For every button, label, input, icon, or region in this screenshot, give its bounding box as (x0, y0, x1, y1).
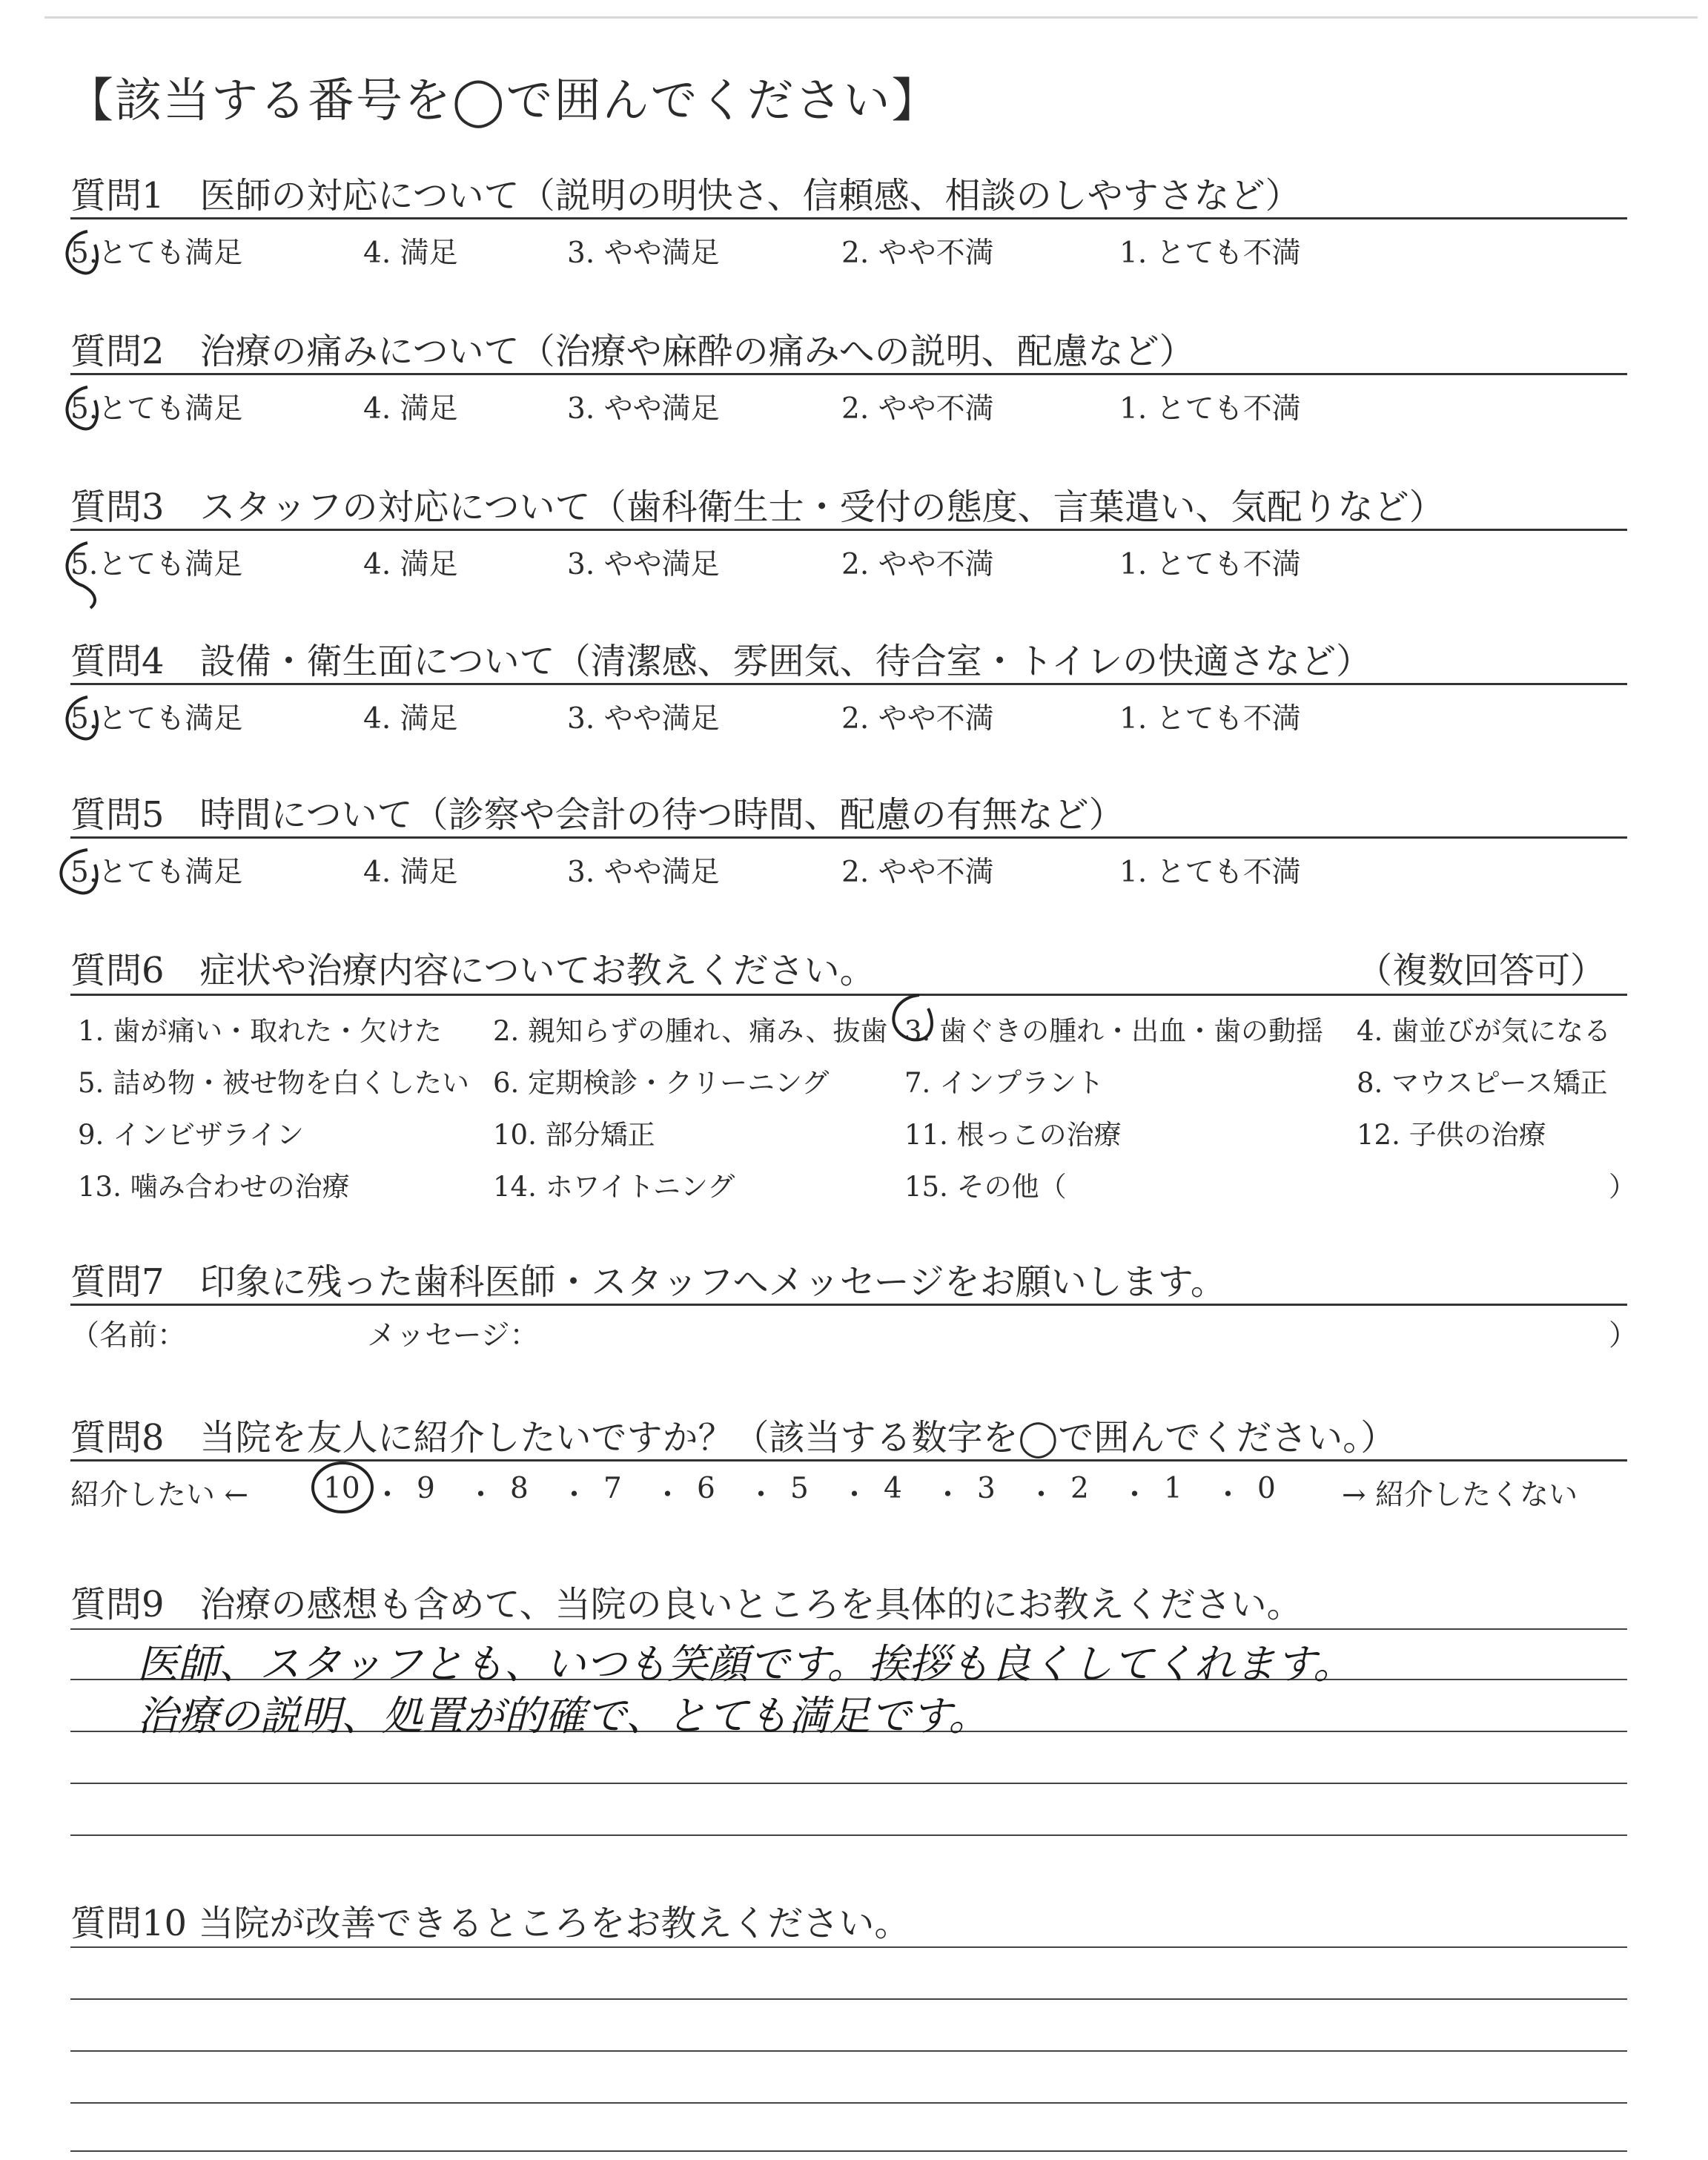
q1-selection-circle (67, 231, 97, 273)
question-9-label: 質問9 治療の感想も含めて、当院の良いところを具体的にお教えください。 (70, 1584, 1302, 1625)
q8-scale-separator: ・ (466, 1479, 496, 1512)
q4-option-4[interactable]: 4. 満足 (363, 702, 458, 736)
question-1-label: 質問1 医師の対応について（説明の明快さ、信頼感、相談のしやすさなど） (70, 175, 1301, 217)
q3-option-1[interactable]: 1. とても不満 (1119, 548, 1301, 581)
q7-message-label: メッセージ： (367, 1319, 539, 1353)
q6-item-15-close: ） (1609, 1171, 1636, 1203)
q6-item-15[interactable]: 15. その他（ (904, 1171, 1067, 1203)
q6-item-11[interactable]: 11. 根っこの治療 (904, 1119, 1122, 1151)
question-10-label: 質問10 当院が改善できるところをお教えください。 (70, 1903, 910, 1944)
q6-item-9[interactable]: 9. インビザライン (78, 1119, 304, 1151)
q5-selection-circle (61, 850, 96, 893)
q3-option-3[interactable]: 3. やや満足 (567, 548, 720, 581)
q8-scale-separator: ・ (933, 1479, 963, 1512)
q1-option-3[interactable]: 3. やや満足 (567, 237, 720, 270)
q3-option-4[interactable]: 4. 満足 (363, 548, 458, 581)
q8-scale-7[interactable]: 7 (603, 1472, 622, 1505)
q2-option-3[interactable]: 3. やや満足 (567, 392, 720, 426)
q8-scale-separator: ・ (840, 1479, 870, 1512)
q2-option-5[interactable]: 5.とても満足 (70, 392, 243, 426)
q6-item-7[interactable]: 7. インプラント (904, 1067, 1105, 1099)
q8-scale-1[interactable]: 1 (1164, 1472, 1182, 1505)
q8-scale-2[interactable]: 2 (1070, 1472, 1089, 1505)
q4-selection-circle (67, 697, 97, 739)
q5-option-2[interactable]: 2. やや不満 (841, 856, 994, 889)
q4-option-2[interactable]: 2. やや不満 (841, 702, 994, 736)
q8-right-label: → 紹介したくない (1342, 1479, 1578, 1512)
q1-option-2[interactable]: 2. やや不満 (841, 237, 994, 270)
page-title: 【該当する番号を◯で囲んでください】 (67, 73, 940, 128)
q4-option-3[interactable]: 3. やや満足 (567, 702, 720, 736)
q8-scale-separator: ・ (1214, 1479, 1243, 1512)
q4-option-1[interactable]: 1. とても不満 (1119, 702, 1301, 736)
q8-scale-4[interactable]: 4 (884, 1472, 902, 1505)
question-7-label: 質問7 印象に残った歯科医師・スタッフへメッセージをお願いします。 (70, 1261, 1226, 1303)
q6-item-8[interactable]: 8. マウスピース矯正 (1357, 1067, 1608, 1099)
q5-option-3[interactable]: 3. やや満足 (567, 856, 720, 889)
q6-item-5[interactable]: 5. 詰め物・被せ物を白くしたい (78, 1067, 470, 1099)
q3-selection-circle (67, 543, 95, 608)
question-5-label: 質問5 時間について（診察や会計の待つ時間、配慮の有無など） (70, 794, 1125, 836)
q2-option-1[interactable]: 1. とても不満 (1119, 392, 1301, 426)
question-2-label: 質問2 治療の痛みについて（治療や麻酔の痛みへの説明、配慮など） (70, 331, 1195, 372)
q8-scale-10[interactable]: 10 (323, 1472, 360, 1505)
q2-selection-circle (67, 387, 97, 429)
q7-close-paren: ） (1609, 1319, 1638, 1353)
q6-item-3[interactable]: 3. 歯ぐきの腫れ・出血・歯の動揺 (904, 1015, 1324, 1047)
q6-item-2[interactable]: 2. 親知らずの腫れ、痛み、抜歯 (493, 1015, 888, 1047)
q6-item-13[interactable]: 13. 噛み合わせの治療 (78, 1171, 350, 1203)
q5-option-5[interactable]: 5.とても満足 (70, 856, 243, 889)
q8-scale-separator: ・ (373, 1479, 403, 1512)
question-3-label: 質問3 スタッフの対応について（歯科衛生士・受付の態度、言葉遣い、気配りなど） (70, 486, 1445, 528)
question-4-label: 質問4 設備・衛生面について（清潔感、雰囲気、待合室・トイレの快適さなど） (70, 641, 1372, 682)
q8-scale-separator: ・ (560, 1479, 589, 1512)
q8-selection-circle (313, 1463, 372, 1512)
q6-item-12[interactable]: 12. 子供の治療 (1357, 1119, 1546, 1151)
q6-selection-circle (893, 995, 932, 1040)
q5-option-4[interactable]: 4. 満足 (363, 856, 458, 889)
q1-option-4[interactable]: 4. 満足 (363, 237, 458, 270)
q1-option-1[interactable]: 1. とても不満 (1119, 237, 1301, 270)
q2-option-4[interactable]: 4. 満足 (363, 392, 458, 426)
q6-item-4[interactable]: 4. 歯並びが気になる (1357, 1015, 1612, 1047)
q1-option-5[interactable]: 5.とても満足 (70, 237, 243, 270)
q3-option-2[interactable]: 2. やや不満 (841, 548, 994, 581)
q8-scale-3[interactable]: 3 (977, 1472, 996, 1505)
question-6-note: （複数回答可） (1357, 950, 1606, 991)
q8-left-label: 紹介したい ← (70, 1479, 249, 1512)
q4-option-5[interactable]: 5.とても満足 (70, 702, 243, 736)
q6-item-14[interactable]: 14. ホワイトニング (493, 1171, 735, 1203)
q9-answer-line-1: 医師、スタッフとも、いつも笑顔です。挨拶も良くしてくれます。 (137, 1640, 1354, 1688)
q3-option-5[interactable]: 5.とても満足 (70, 548, 243, 581)
q8-scale-9[interactable]: 9 (417, 1472, 435, 1505)
q9-answer-line-2: 治療の説明、処置が的確で、とても満足です。 (137, 1692, 990, 1740)
q7-name-label: （名前： (70, 1319, 187, 1353)
q8-scale-separator: ・ (653, 1479, 683, 1512)
q8-scale-0[interactable]: 0 (1257, 1472, 1276, 1505)
q8-scale-8[interactable]: 8 (510, 1472, 529, 1505)
q6-item-6[interactable]: 6. 定期検診・クリーニング (493, 1067, 830, 1099)
question-8-label: 質問8 当院を友人に紹介したいですか？（該当する数字を◯で囲んでください。） (70, 1417, 1397, 1459)
q6-item-1[interactable]: 1. 歯が痛い・取れた・欠けた (78, 1015, 443, 1047)
q8-scale-separator: ・ (1027, 1479, 1056, 1512)
question-6-label: 質問6 症状や治療内容についてお教えください。 (70, 950, 875, 991)
q2-option-2[interactable]: 2. やや不満 (841, 392, 994, 426)
q6-item-10[interactable]: 10. 部分矯正 (493, 1119, 655, 1151)
q8-scale-separator: ・ (747, 1479, 776, 1512)
q8-scale-separator: ・ (1120, 1479, 1150, 1512)
q5-option-1[interactable]: 1. とても不満 (1119, 856, 1301, 889)
q8-scale-5[interactable]: 5 (790, 1472, 809, 1505)
q8-scale-6[interactable]: 6 (697, 1472, 715, 1505)
